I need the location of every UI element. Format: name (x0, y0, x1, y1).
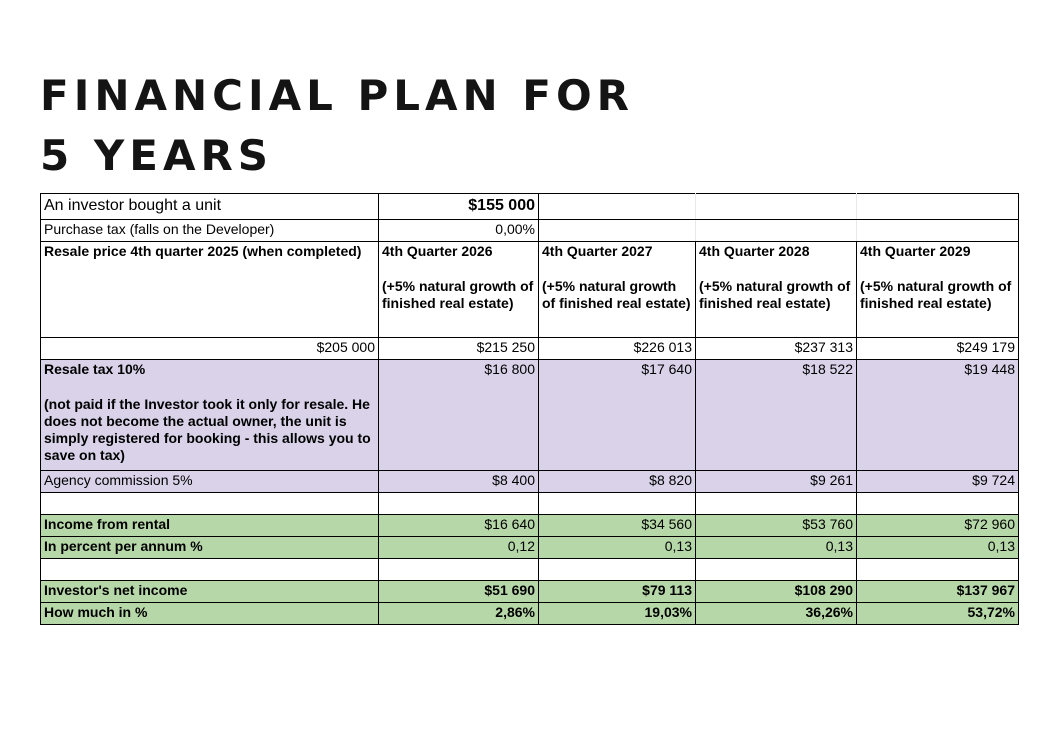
table-row-blank (41, 493, 1019, 515)
title-line-1: FINANCIAL PLAN FOR (40, 71, 635, 120)
table-row-purchase-tax (41, 220, 1019, 242)
empty-cell (696, 493, 857, 515)
quarter-header-2029 (857, 242, 1019, 338)
resale-tax-cell (41, 360, 379, 471)
rental-2027: $34 560 (539, 515, 696, 537)
table-row-net-percent (41, 603, 1019, 625)
net-income-label: Investor's net income (41, 581, 379, 603)
quarter-label: 4th Quarter 2029 (860, 243, 971, 259)
table-row-net-income (41, 581, 1019, 603)
empty-cell (857, 194, 1019, 220)
empty-cell (41, 493, 379, 515)
resale-price-2027: $226 013 (539, 338, 696, 360)
quarter-note: (+5% natural growth of finished real estate) (382, 278, 534, 311)
resale-base: $205 000 (41, 338, 379, 360)
investor-value: $155 000 (379, 194, 539, 220)
net-percent-2028: 36,26% (696, 603, 857, 625)
empty-cell (857, 493, 1019, 515)
empty-cell (696, 220, 857, 242)
rental-2026: $16 640 (379, 515, 539, 537)
agency-2028: $9 261 (696, 471, 857, 493)
net-income-2029: $137 967 (857, 581, 1019, 603)
purchase-tax-label: Purchase tax (falls on the Developer) (41, 220, 379, 242)
percent-2029: 0,13 (857, 537, 1019, 559)
percent-label: In percent per annum % (41, 537, 379, 559)
table-row-blank (41, 559, 1019, 581)
quarter-header-2027 (539, 242, 696, 338)
agency-2026: $8 400 (379, 471, 539, 493)
quarter-note: (+5% natural growth of finished real estate) (699, 278, 851, 311)
table-row-agency (41, 471, 1019, 493)
empty-cell (857, 220, 1019, 242)
net-income-2026: $51 690 (379, 581, 539, 603)
rental-2028: $53 760 (696, 515, 857, 537)
percent-2026: 0,12 (379, 537, 539, 559)
empty-cell (539, 194, 696, 220)
empty-cell (41, 559, 379, 581)
empty-cell (696, 194, 857, 220)
quarter-note: (+5% natural growth of finished real estate) (860, 278, 1012, 311)
quarter-label: 4th Quarter 2028 (699, 243, 810, 259)
empty-cell (379, 559, 539, 581)
page-title (40, 66, 634, 186)
agency-2027: $8 820 (539, 471, 696, 493)
title-line-2: 5 YEARS (40, 131, 274, 180)
table-row-investor (41, 194, 1019, 220)
resale-tax-2026: $16 800 (379, 360, 539, 471)
table-row-rental (41, 515, 1019, 537)
resale-price-2026: $215 250 (379, 338, 539, 360)
resale-header: Resale price 4th quarter 2025 (when completed) (41, 242, 379, 338)
empty-cell (696, 559, 857, 581)
quarter-label: 4th Quarter 2027 (542, 243, 653, 259)
table-row-header (41, 242, 1019, 338)
empty-cell (379, 493, 539, 515)
rental-2029: $72 960 (857, 515, 1019, 537)
agency-label: Agency commission 5% (41, 471, 379, 493)
resale-tax-label: Resale tax 10% (44, 361, 146, 377)
investor-label: An investor bought a unit (41, 194, 379, 220)
percent-2027: 0,13 (539, 537, 696, 559)
quarter-label: 4th Quarter 2026 (382, 243, 493, 259)
table-row-resale-tax (41, 360, 1019, 471)
table-row-percent (41, 537, 1019, 559)
rental-label: Income from rental (41, 515, 379, 537)
net-percent-2029: 53,72% (857, 603, 1019, 625)
resale-tax-2028: $18 522 (696, 360, 857, 471)
quarter-header-2026 (379, 242, 539, 338)
resale-tax-note: (not paid if the Investor took it only for resale. He does not become the actual owner, the unit is simply registered for booking - this allows you to save on tax) (44, 396, 371, 463)
empty-cell (857, 559, 1019, 581)
empty-cell (539, 493, 696, 515)
net-percent-2026: 2,86% (379, 603, 539, 625)
percent-2028: 0,13 (696, 537, 857, 559)
empty-cell (539, 559, 696, 581)
resale-price-2029: $249 179 (857, 338, 1019, 360)
net-percent-2027: 19,03% (539, 603, 696, 625)
quarter-header-2028 (696, 242, 857, 338)
agency-2029: $9 724 (857, 471, 1019, 493)
resale-price-2028: $237 313 (696, 338, 857, 360)
purchase-tax-value: 0,00% (379, 220, 539, 242)
resale-tax-2027: $17 640 (539, 360, 696, 471)
net-income-2027: $79 113 (539, 581, 696, 603)
table-row-resale-price (41, 338, 1019, 360)
empty-cell (539, 220, 696, 242)
resale-tax-2029: $19 448 (857, 360, 1019, 471)
net-income-2028: $108 290 (696, 581, 857, 603)
financial-plan-table (40, 193, 1019, 625)
quarter-note: (+5% natural growth of finished real estate) (542, 278, 691, 311)
net-percent-label: How much in % (41, 603, 379, 625)
